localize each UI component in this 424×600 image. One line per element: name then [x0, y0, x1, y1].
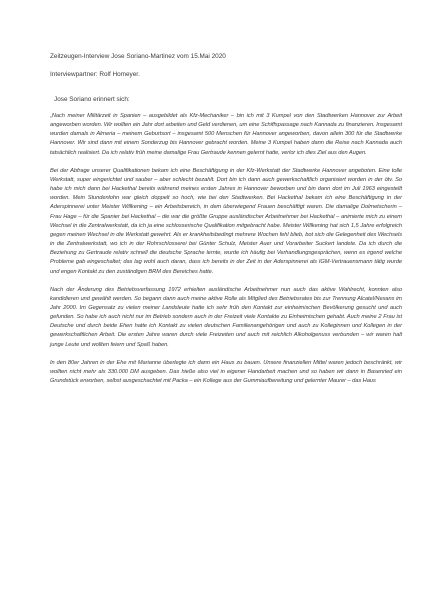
paragraph-3: Nach der Änderung des Betriebsverfassung 1972 erhielten ausländische Arbeitnehmer nun auch das aktive Wahlrecht, konnten also kandidieren und gewählt werden. So begann dann auch meine aktive Rolle als Mitglied des Betriebsrates bis zur Trennung Alcatel/Nexans im Jahr 2000. Im Gegensatz zu vielen meiner Landsleute hatte ich sehr früh den Kontakt zur einheimischen Bevölkerung gesucht und auch gefunden. So habe ich auch nicht nur im Betrieb sondern auch in der Freizeit viele Kontakte zu Einheimischen gehabt. Auch meine 2 Frau ist Deutsche und durch beide Ehen hatte ich Kontakt zu vielen deutschen Familienangehörigen und auch zu Kolleginnen und Kollegen in der gewerkschaftlichen Arbeit. Die ersten Jahre waren durch viele Freizeiten und auch mit reichlich Alkoholgenuss verbunden – wir waren halt junge Leute und wollten feiern und Spaß haben.: [50, 286, 402, 348]
document-title: Zeitzeugen-Interview Jose Soriano-Martinez vom 15.Mai 2020: [50, 53, 226, 60]
paragraph-4: In den 80er Jahren in der Ehe mit Marianne überlegte ich dann ein Haus zu bauen. Unsere finanziellen Mittel waren jedoch beschränkt, wir wollten nicht mehr als 330.000 DM ausgeben. Das hieße also viel in eigener Handarbeit machen und so haben wir dann in Basenried ein Grundstück erworben, selbst ausgeschachtet mit Packa – ein Kollege aus der Gummiaufbereitung und gelernter Maurer – das Haus: [50, 359, 402, 385]
paragraph-2: Bei der Abfrage unserer Qualifikationen bekam ich eine Beschäftigung in der Kfz-Werkstatt der Stadtwerke Hannover angeboten. Eine tolle Werkstatt, super eingerichtet und sauber – aber schlecht bezahlt. Dort bin ich dann auch gewerkschaftlich organisiert worden in der ötv. So habe ich mich dann bei Hackethal bereits während meines ersten Jahres in Hannover beworben und bin dann dort im Juli 1963 eingestellt worden. Mein Stundenlohn war gleich doppelt so hoch, wie bei den Stadtwerken. Bei Hackethal bekam ich eine Beschäftigung in der Aderspinnerei unter Meister Willkening – ein Arbeitsbereich, in dem überwiegend Frauen beschäftigt waren. Die damalige Dolmetscherin – Frau Hage – für die Spanier bei Hackethal – die war die größte Gruppe ausländischer Arbeitnehmer bei Hackethal – animierte mich zu einem Wechsel in die Zentralwerkstatt, da ich ja eine schlosserische Qualifikation mitgebracht habe. Meister Willkening hat sich 1,5 Jahre erfolgreich gegen meinen Wechsel in die Werkstatt gewehrt. Als er krankheitsbedingt mehrere Wochen fehl blieb, bot sich die Gelegenheit des Wechsels in die Zentralwerkstatt, wo ich in der Rohrschlosserei bei Günter Schulz, Meister Auer und Vorarbeiter Suckert landete. Da ich durch die Beziehung zu Gertraude relativ schnell die deutsche Sprache lernte, wurde ich häufig bei Verhandlungsgesprächen, wenn es irgend welche Probleme gab eingeschaltet; das lag wohl auch daran, dass ich bereits in der Zeit in der Aderspinnerei als IGM-Vertrauensmann tätig wurde und engen Kontakt zu den zuständigen BRM des Bereiches hatte.: [50, 167, 402, 275]
paragraph-1: „Nach meiner Militärzeit in Spanien – ausgebildet als Kfz-Mechaniker – bin ich mit 3 Kumpel von den Stadtwerken Hannover zur Arbeit angeworben worden. Wir wollten ein Jahr dort arbeiten und Geld verdienen, um eine Schiffspassage nach Kannada zu finanzieren. Insgesamt wurden damals in Almeria – meinem Geburtsort – insgesamt 500 Menschen für Hannover angeworben, davon allein 300 für die Stadtwerke Hannover. Wir sind dann mit einem Sonderzug bis Hannover gebracht worden. Meine 3 Kumpel haben dann die Reise nach Kannada auch tatsächlich realisiert. Da ich relativ früh meine damalige Frau Gertraude kennen gelernt hatte, verlor ich dies Ziel aus den Augen.: [50, 113, 402, 156]
intro-line: Jose Soriano erinnert sich:: [54, 96, 130, 103]
interviewer-line: Interviewpartner: Rolf Homeyer.: [50, 71, 140, 78]
